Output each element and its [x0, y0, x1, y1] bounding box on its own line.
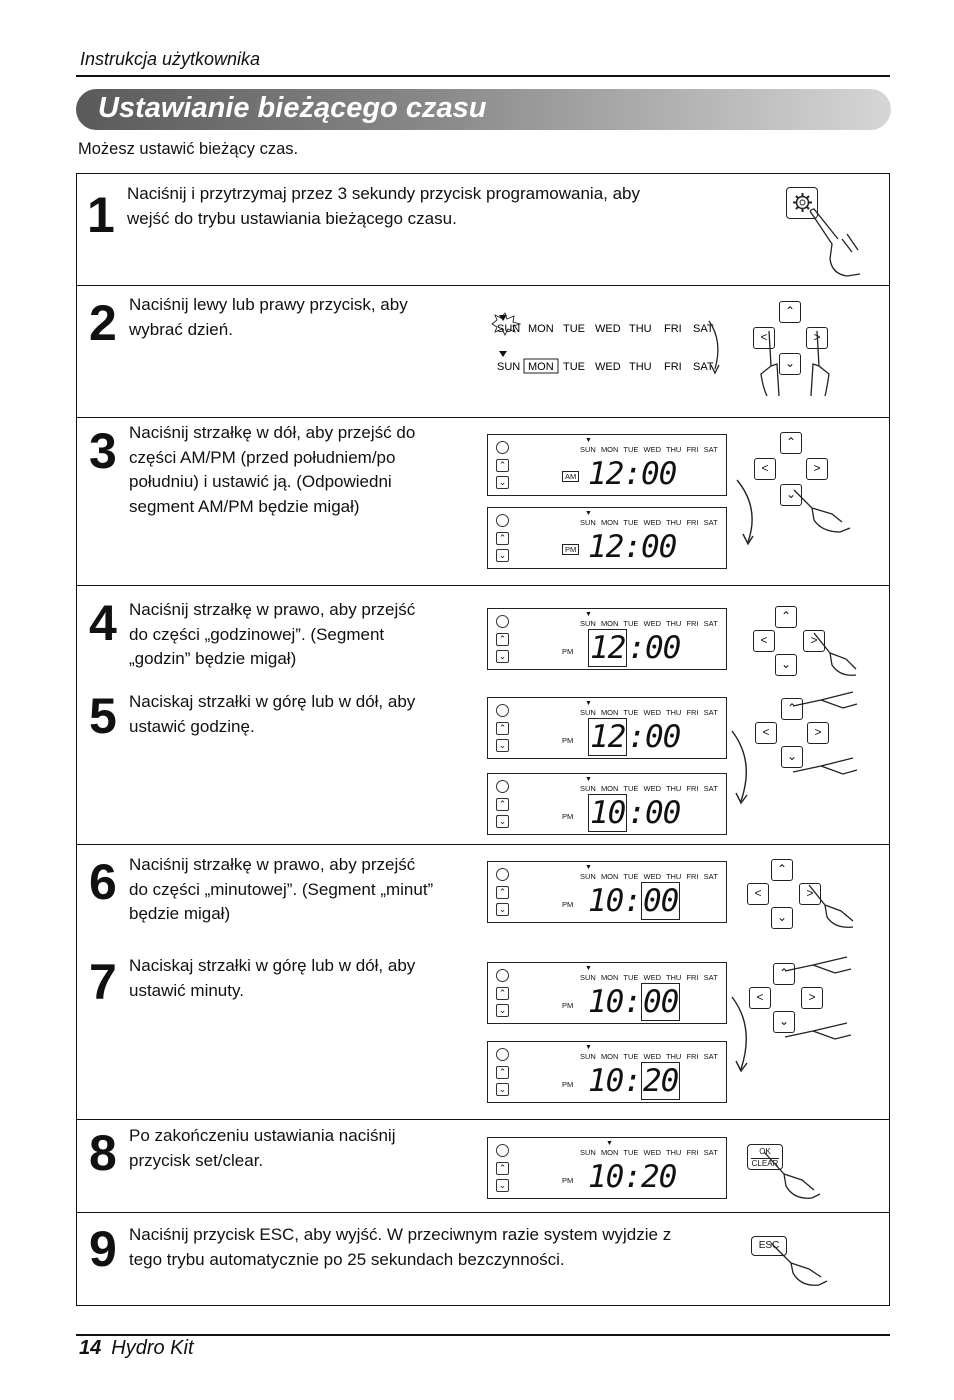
step-3	[77, 418, 889, 586]
transition-arrow	[727, 729, 757, 807]
up-icon: ⌃	[496, 532, 509, 545]
step-text: Naciskaj strzałki w górę lub w dół, aby ustawić godzinę.	[129, 692, 416, 736]
down-icon: ⌄	[496, 903, 509, 916]
day-pointer-icon: ▼	[606, 1140, 613, 1147]
lcd-display	[487, 434, 727, 496]
lcd-display	[487, 861, 727, 923]
down-arrow-button[interactable]: ⌄	[779, 353, 801, 375]
clock-icon	[496, 441, 509, 454]
right-arrow-button[interactable]: >	[806, 327, 828, 349]
esc-button[interactable]: ESC	[751, 1236, 787, 1256]
step-number: 3	[89, 423, 115, 479]
hands-icon	[755, 326, 850, 401]
day-pointer-icon: ▼	[585, 510, 592, 517]
left-arrow-button[interactable]: <	[754, 458, 776, 480]
up-arrow-button[interactable]: ⌃	[771, 859, 793, 881]
day-row: SUN MON TUE WED THU FRI SAT	[580, 1148, 718, 1157]
lcd-display	[487, 1137, 727, 1199]
minute-segment: 00	[643, 984, 679, 1020]
day-pointer-icon: ▼	[585, 611, 592, 618]
clock-icon	[496, 514, 509, 527]
step-number: 8	[89, 1125, 115, 1181]
right-arrow-button[interactable]: >	[806, 458, 828, 480]
day-row: SUN MON TUE WED THU FRI SAT	[580, 973, 718, 982]
hand-icon	[802, 204, 862, 279]
day-thu: THU	[629, 323, 652, 335]
day-pointer-icon: ▼	[585, 864, 592, 871]
down-arrow-button[interactable]: ⌄	[781, 746, 803, 768]
up-icon: ⌃	[496, 1066, 509, 1079]
down-arrow-button[interactable]: ⌄	[780, 484, 802, 506]
lcd-display	[487, 1041, 727, 1103]
footer-rule	[76, 1334, 890, 1336]
hand-icon	[812, 631, 862, 686]
header-rule	[76, 75, 890, 77]
steps-table	[76, 173, 890, 1306]
lcd-display	[487, 697, 727, 759]
ampm-label: PM	[562, 647, 574, 656]
day-sun: SUN	[497, 361, 521, 373]
ampm-label: PM	[562, 736, 574, 745]
clock-icon	[496, 704, 509, 717]
right-arrow-button[interactable]: >	[803, 630, 825, 652]
day-row: SUN MON TUE WED THU FRI SAT	[580, 784, 718, 793]
minute-segment: 20	[643, 1063, 679, 1099]
step-text: Naciśnij lewy lub prawy przycisk, aby wybrać dzień.	[129, 295, 408, 339]
day-sat: SAT	[693, 361, 714, 373]
clock-icon	[496, 1144, 509, 1157]
footer	[79, 1337, 194, 1360]
step-6-7	[77, 845, 889, 1120]
time-readout: 10:20	[588, 1063, 679, 1099]
clock-icon	[496, 1048, 509, 1061]
down-arrow-button[interactable]: ⌄	[775, 654, 797, 676]
step-4-5	[77, 586, 889, 845]
section-title-banner	[76, 89, 891, 130]
time-readout: 12:00	[590, 630, 681, 666]
down-icon: ⌄	[496, 1083, 509, 1096]
day-thu: THU	[629, 361, 652, 373]
day-pointer-icon: ▼	[585, 965, 592, 972]
step-number: 9	[89, 1221, 115, 1277]
step-number: 1	[87, 187, 113, 243]
day-row: SUN MON TUE WED THU FRI SAT	[580, 872, 718, 881]
time-readout: 10:20	[588, 1159, 677, 1195]
day-mon: MON	[528, 361, 554, 373]
right-arrow-button[interactable]: >	[807, 722, 829, 744]
hour-segment: 10	[590, 795, 626, 831]
day-row: SUN MON TUE WED THU FRI SAT	[580, 1052, 718, 1061]
step-text: Po zakończeniu ustawiania naciśnij przycisk set/clear.	[129, 1126, 396, 1170]
step-number: 7	[89, 954, 115, 1010]
left-arrow-button[interactable]: <	[749, 987, 771, 1009]
down-icon: ⌄	[496, 1179, 509, 1192]
day-tue: TUE	[563, 361, 585, 373]
hands-icon	[791, 688, 859, 778]
ampm-label: PM	[562, 812, 574, 821]
day-pointer-icon: ▼	[585, 437, 592, 444]
up-arrow-button[interactable]: ⌃	[781, 698, 803, 720]
up-arrow-button[interactable]: ⌃	[775, 606, 797, 628]
day-fri: FRI	[664, 361, 682, 373]
step-9	[77, 1213, 889, 1306]
up-icon: ⌃	[496, 722, 509, 735]
time-readout: 12:00	[590, 719, 681, 755]
day-wed: WED	[595, 361, 621, 373]
day-selector-diagram	[487, 311, 727, 386]
step-number: 2	[89, 295, 115, 351]
time-readout: 12:00	[588, 529, 677, 565]
page-number: 14	[79, 1337, 102, 1359]
step-1	[77, 174, 889, 286]
clock-icon	[496, 615, 509, 628]
time-readout: 10:00	[588, 984, 679, 1020]
down-icon: ⌄	[496, 476, 509, 489]
day-row: SUN MON TUE WED THU FRI SAT	[580, 708, 718, 717]
lcd-display	[487, 773, 727, 835]
up-icon: ⌃	[496, 1162, 509, 1175]
hand-icon	[769, 1241, 829, 1291]
ampm-label: PM	[562, 1176, 574, 1185]
left-arrow-button[interactable]: <	[753, 327, 775, 349]
left-arrow-button[interactable]: <	[747, 883, 769, 905]
hand-icon	[807, 883, 862, 938]
right-arrow-button[interactable]: >	[799, 883, 821, 905]
time-readout: 10:00	[588, 883, 679, 919]
day-pointer-icon: ▼	[585, 700, 592, 707]
manual-header: Instrukcja użytkownika	[80, 49, 261, 69]
step-text: Naciśnij i przytrzymaj przez 3 sekundy przycisk programowania, aby wejść do trybu ustawiania bieżącego czasu.	[127, 184, 641, 228]
up-arrow-button[interactable]: ⌃	[780, 432, 802, 454]
hour-segment: 12	[590, 719, 626, 755]
day-row: SUN MON TUE WED THU FRI SAT	[580, 445, 718, 454]
day-pointer-icon: ▼	[585, 776, 592, 783]
time-readout: 12:00	[588, 456, 677, 492]
ampm-segment: AM	[562, 471, 579, 482]
up-arrow-button[interactable]: ⌃	[773, 963, 795, 985]
step-text: Naciśnij strzałkę w prawo, aby przejść do części „godzinowej”. (Segment „godzin” będzie migał)	[129, 600, 416, 668]
step-number: 4	[89, 595, 115, 651]
down-icon: ⌄	[496, 549, 509, 562]
day-row: SUN MON TUE WED THU FRI SAT	[580, 518, 718, 527]
ampm-label: PM	[562, 900, 574, 909]
down-icon: ⌄	[496, 815, 509, 828]
right-arrow-button[interactable]: >	[801, 987, 823, 1009]
ok-clear-button[interactable]: OK CLEAR	[747, 1144, 783, 1170]
up-icon: ⌃	[496, 633, 509, 646]
hour-segment: 12	[590, 630, 626, 666]
minute-segment: 00	[643, 883, 679, 919]
step-8	[77, 1120, 889, 1213]
intro-text: Możesz ustawić bieżący czas.	[78, 140, 299, 158]
day-sat: SAT	[693, 323, 714, 335]
hand-icon	[792, 488, 852, 538]
step-text: Naciśnij strzałkę w dół, aby przejść do części AM/PM (przed południem/po południu) i ustawić ją. (Odpowiedni segment AM/PM będzie migał)	[129, 423, 416, 516]
down-icon: ⌄	[496, 739, 509, 752]
day-wed: WED	[595, 323, 621, 335]
up-icon: ⌃	[496, 459, 509, 472]
up-icon: ⌃	[496, 886, 509, 899]
time-readout: 10:00	[590, 795, 681, 831]
down-arrow-button[interactable]: ⌄	[771, 907, 793, 929]
left-arrow-button[interactable]: <	[755, 722, 777, 744]
left-arrow-button[interactable]: <	[753, 630, 775, 652]
day-fri: FRI	[664, 323, 682, 335]
step-text: Naciskaj strzałki w górę lub w dół, aby ustawić minuty.	[129, 956, 416, 1000]
day-pointer-icon: ▼	[585, 1044, 592, 1051]
hand-icon	[762, 1150, 822, 1205]
down-icon: ⌄	[496, 1004, 509, 1017]
step-text: Naciśnij strzałkę w prawo, aby przejść do części „minutowej”. (Segment „minut” będzie migał)	[129, 855, 434, 923]
step-text: Naciśnij przycisk ESC, aby wyjść. W przeciwnym razie system wyjdzie z tego trybu automatycznie po 25 sekundach bezczynności.	[129, 1225, 672, 1269]
clock-icon	[496, 969, 509, 982]
day-sun: SUN	[497, 323, 521, 335]
down-icon: ⌄	[496, 650, 509, 663]
ampm-label: PM	[562, 1001, 574, 1010]
lcd-display	[487, 962, 727, 1024]
clock-icon	[496, 780, 509, 793]
step-number: 6	[89, 854, 115, 910]
day-pointer-icon	[499, 351, 507, 357]
product-name: Hydro Kit	[111, 1337, 194, 1359]
ampm-segment: PM	[562, 544, 579, 555]
ampm-label: PM	[562, 1080, 574, 1089]
lcd-display	[487, 507, 727, 569]
day-row: SUN MON TUE WED THU FRI SAT	[580, 619, 718, 628]
down-arrow-button[interactable]: ⌄	[773, 1011, 795, 1033]
up-icon: ⌃	[496, 798, 509, 811]
section-title: Ustawianie bieżącego czasu	[98, 92, 487, 124]
lcd-display	[487, 608, 727, 670]
up-icon: ⌃	[496, 987, 509, 1000]
step-2	[77, 286, 889, 418]
day-mon: MON	[528, 323, 554, 335]
day-tue: TUE	[563, 323, 585, 335]
clock-icon	[496, 868, 509, 881]
up-arrow-button[interactable]: ⌃	[779, 301, 801, 323]
step-number: 5	[89, 688, 115, 744]
hands-icon	[783, 953, 853, 1043]
